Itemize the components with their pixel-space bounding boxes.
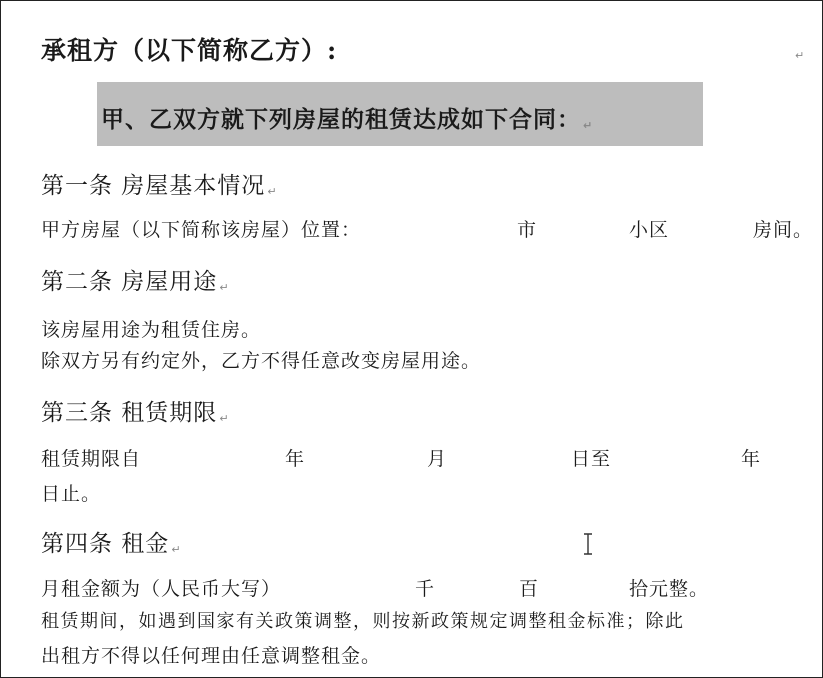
article-2-line-1: 该房屋用途为租赁住房。 (41, 319, 262, 341)
article-1-title: 第一条 房屋基本情况 ↵ (41, 173, 278, 199)
day-to-label: 日至 (571, 448, 612, 470)
start-year-label: 年 (285, 448, 306, 470)
paragraph-mark-icon: ↵ (219, 281, 230, 294)
end-year-label: 年 (741, 448, 762, 470)
thousand-label: 千 (415, 578, 436, 600)
period-label: 租赁期限自 (41, 448, 142, 470)
location-label: 甲方房屋（以下简称该房屋）位置： (41, 219, 362, 241)
intro-sentence: 甲、乙双方就下列房屋的租赁达成如下合同： ↵ (101, 106, 594, 133)
lessee-heading: 承租方（以下简称乙方）: (41, 36, 338, 65)
document-page[interactable] (1, 1, 823, 678)
community-label: 小区 (629, 219, 670, 241)
text-cursor-icon (582, 533, 594, 555)
amount-label: 月租金额为（人民币大写） (41, 578, 282, 600)
city-label: 市 (517, 219, 538, 241)
article-4-line-2: 租赁期间，如遇到国家有关政策调整，则按新政策规定调整租金标准；除此 (41, 611, 685, 632)
article-4-title: 第四条 租金 ↵ (41, 531, 182, 557)
start-month-label: 月 (427, 448, 448, 470)
article-3-title: 第三条 租赁期限 ↵ (41, 400, 230, 426)
article-2-line-2: 除双方另有约定外，乙方不得任意改变房屋用途。 (41, 350, 482, 372)
paragraph-mark-icon: ↵ (267, 185, 278, 198)
hundred-label: 百 (519, 578, 540, 600)
article-2-title: 第二条 房屋用途 ↵ (41, 269, 230, 295)
paragraph-mark-icon: ↵ (219, 412, 230, 425)
article-4-line-3: 出租方不得以任何理由任意调整租金。 (41, 645, 382, 667)
paragraph-mark-icon: ↵ (583, 119, 594, 132)
ten-yuan-label: 拾元整。 (629, 578, 710, 600)
room-label: 房间。 (753, 219, 814, 241)
article-3-end-line: 日止。 (41, 483, 102, 505)
paragraph-mark-icon: ↵ (171, 543, 182, 556)
paragraph-mark-icon: ↵ (795, 49, 805, 62)
